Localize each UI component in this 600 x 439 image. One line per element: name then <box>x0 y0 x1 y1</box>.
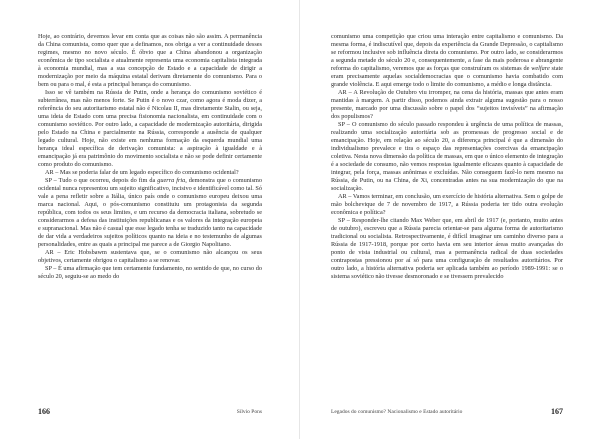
paragraph-text: AR – Eric Hobsbawm sustentava que, se o comunismo não alcançou os seus objetivos, certamente obrigou o capitalismo a se renovar. <box>38 249 262 265</box>
right-footer <box>331 407 563 417</box>
paragraph <box>38 177 262 249</box>
left-body-text <box>38 33 262 418</box>
paragraph-text-continued: , demonstra que o comunismo ocidental nunca representou um sujeito significativo, incisivo e identificável como tal. Só vale a pena refletir sobre a Itália, único país onde o comunismo europeu deixou uma marca nacional. Aqui, o pós-comunismo constituiu um protagonista da segunda república, com todos os seus limites, e um recurso da democracia italiana, sobretudo se considerarmos a defesa das instituições republicanas e os valores da integração europeia e supranacional. Mas não é casual que esse legado tenha se traduzido tanto na capacidade de dar vida a verdadeiros sujeitos políticos quanto na ideia e no testemunho de algumas personalidades, entre as quais a principal me parece a de Giorgio Napolitano. <box>38 177 262 249</box>
paragraph <box>331 121 563 193</box>
paragraph <box>38 89 262 169</box>
italic-term: guerra fria <box>157 177 186 185</box>
paragraph <box>331 217 563 281</box>
paragraph-text: AR – Mas se poderia falar de um legado específico do comunismo ocidental? <box>45 169 239 177</box>
running-head-right: Legados do comunismo? Nacionalismo e Estado autoritário <box>331 409 463 415</box>
paragraph <box>38 169 262 177</box>
paragraph-text: comunismo uma competição que criou uma interação entre capitalismo e comunismo. Da mesma forma, é indiscutível que, depois da experiência da Grande Depressão, o capitalismo se reformou inclusive sob influência direta do comunismo. Por outro lado, se considerarmos a segunda metade do século 20 e, consequentemente, a fase da mais poderosa e abrangente reforma do capitalismo, veremos que as forças que construíram os sistemas de <box>331 33 563 73</box>
italic-term: welfare <box>531 65 550 73</box>
left-footer <box>38 407 262 417</box>
paragraph-text: SP – É uma afirmação que tem certamente fundamento, no sentido de que, no curso do século 20, seguiu-se ao medo do <box>38 265 262 281</box>
paragraph-text: Isso se vê também na Rússia de Putin, onde a herança do comunismo soviético é subterrânea, mas não menos forte. Se Putin é o novo czar, como agora é moda dizer, a referência do seu autoritarismo estatal não é Nicolau II, mas diretamente Stalin, ou seja, uma ideia de Estado com uma precisa fisionomia nacionalista, em continuidade com o comunismo soviético. Por outro lado, a capacidade de modernização autoritária, dirigida pelo Estado na China e parcialmente na Rússia, corresponde a ausência de qualquer legado cultural. Hoje, não existe em nenhuma formação da esquerda mundial uma herança ideal específica de derivação comunista: a aspiração à igualdade e à emancipação já era patrimônio do movimento socialista e não se pode definir certamente como produto do comunismo. <box>38 89 262 169</box>
paragraph <box>38 249 262 265</box>
paragraph-text: AR – Vamos terminar, em conclusão, um exercício de história alternativa. Sem o golpe de mão bolchevique de 7 de novembro de 1917, a Rússia poderia ter tido outra evolução econômica e política? <box>331 193 563 217</box>
paragraph <box>331 89 563 121</box>
page-number-right: 167 <box>551 407 563 416</box>
paragraph-text: SP – Responder-lhe citando Max Weber que, em abril de 1917 (e, portanto, muito antes de outubro), escreveu que a Rússia parecia orientar-se para alguma forma de autoritarismo tradicional ou socialista. Retrospectivamente, é difícil imaginar um caminho diverso para a Rússia de 1917-1918, porque por certo havia em seu interior áreas muito avançadas do ponto de vista industrial ou cultural, mas a permanência radical de duas sociedades contrapostas pressionou por aí só para uma configuração de resultados autoritários. Por outro lado, a história alternativa poderia ser aplicada também ao período 1989-1991: se o sistema soviético não tivesse desmoronado e se tivessem prevalecido <box>331 217 563 281</box>
paragraph <box>38 33 262 89</box>
right-page <box>300 0 600 439</box>
paragraph-text: SP – O comunismo do século passado respondeu à urgência de uma política de massas, realizando uma socialização autoritária sob as promessas de progresso social e de emancipação. Hoje, em relação ao século 20, a diferença principal é que a dimensão do individualismo prevalece e tira o espaço das representações coercivas da emancipação coletiva. Nesta nova dimensão da política de massas, em que o único elemento de integração é a sociedade de consumo, não vemos respostas igualmente eficazes quanto à capacidade de integrar, pela força, massas anônimas e excluídas. Não conseguem fazê-lo nem mesmo na Rússia, de Putin, ou na China, de Xi, concentradas antes na sua modernização do que na socialização. <box>331 121 563 193</box>
paragraph-text: AR – A Revolução de Outubro viu irromper, na cena da história, massas que antes eram mantidas à margem. A partir disso, podemos ainda extrair alguma sugestão para o nosso presente, marcado por uma discussão sobre o papel dos “sujeitos invisíveis” na afirmação dos populismos? <box>331 89 563 121</box>
paragraph-text-continued: state eram precisamente aquelas socialdemocracias que o comunismo havia combatido com grande violência. E aqui emerge todo o limite do comunismo, a médio e longa distância. <box>331 65 563 89</box>
paragraph-text: SP – Tudo o que ocorreu, depois do fim da <box>45 177 158 185</box>
paragraph <box>331 33 563 89</box>
page-number-left: 166 <box>38 407 50 416</box>
running-head-left: Sílvio Pons <box>236 409 262 415</box>
paragraph <box>331 193 563 217</box>
right-body-text <box>331 33 563 418</box>
paragraph-text: Hoje, ao contrário, devemos levar em conta que as coisas não são assim. A permanência da China comunista, como quer que a definamos, nos obriga a ver a continuidade desses regimes, mesmo no novo século. É óbvio que a China abandonou a organização econômica de tipo socialista e atualmente representa uma economia capitalista integrada à economia mundial, mas a sua concepção de Estado e a capacidade de dirigir a modernização por meio da máquina estatal derivam diretamente do comunismo. Para o bem ou para o mal, é esta a principal herança do comunismo. <box>38 33 262 89</box>
paragraph <box>38 265 262 281</box>
